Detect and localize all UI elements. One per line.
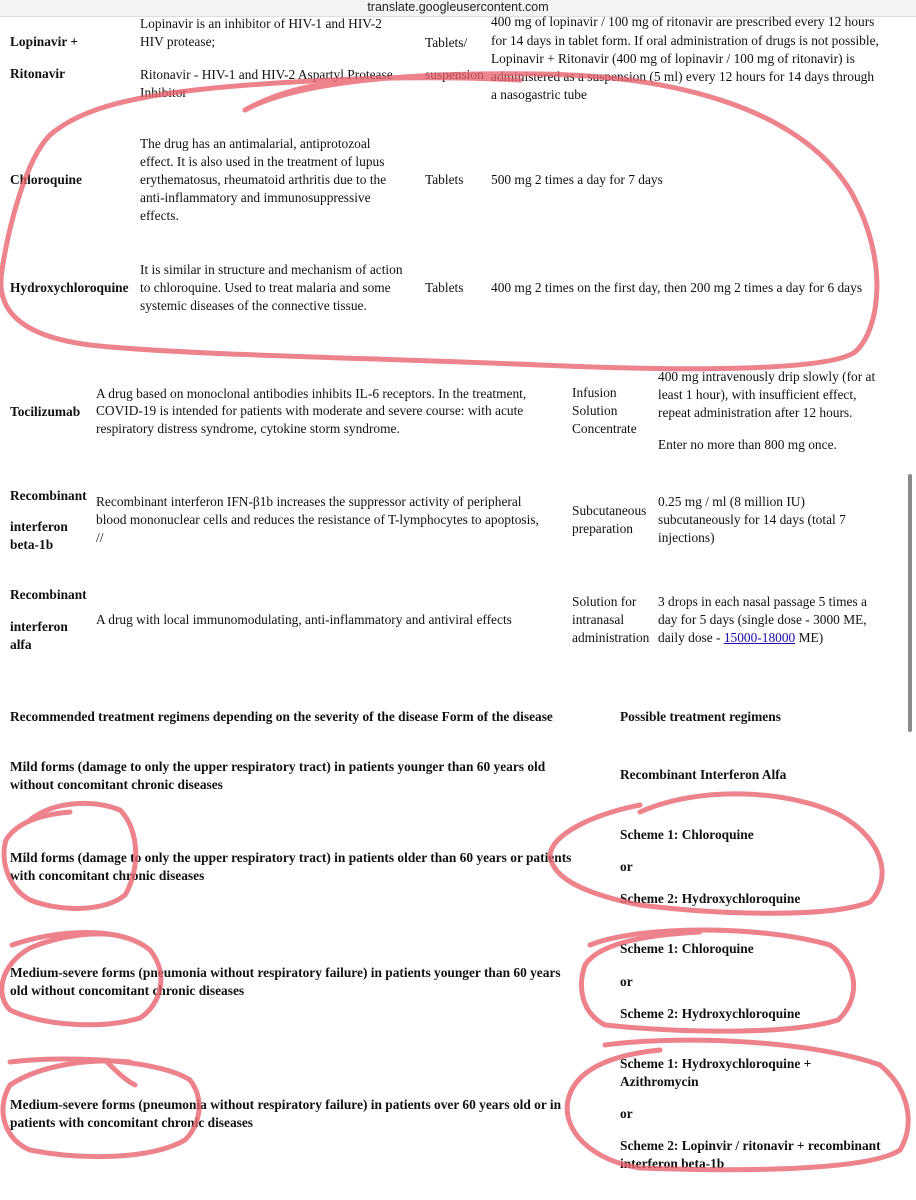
regimen-treatment: or <box>620 859 633 874</box>
regimen-condition: Mild forms (damage to only the upper respiratory tract) in patients younger than 60 years old <box>10 759 546 774</box>
drug-description: A drug based on monoclonal antibodies inhibits IL-6 receptors. In the treatment, <box>96 386 527 401</box>
regimen-treatment: Scheme 2: Hydroxychloroquine <box>620 891 801 906</box>
drug-dosage: 400 mg intravenously drip slowly (for at <box>658 369 876 384</box>
drug-description: blood mononuclear cells and reduces the resistance of T-lymphocytes to apoptosis, <box>96 512 539 527</box>
drug-description: It is similar in structure and mechanism of action <box>140 262 403 277</box>
regimen-condition: patients with concomitant chronic diseases <box>10 1115 254 1130</box>
drug-description: Lopinavir is an inhibitor of HIV-1 and HIV-2 <box>140 16 382 31</box>
drug-name: Chloroquine <box>10 172 82 187</box>
drug-description: Ritonavir - HIV-1 and HIV-2 Aspartyl Protease <box>140 67 393 82</box>
drug-dosage: day for 5 days (single dose - 3000 ME, <box>658 612 867 627</box>
drug-description: to chloroquine. Used to treat malaria and some <box>140 280 391 295</box>
regimen-condition: without concomitant chronic diseases <box>10 777 223 792</box>
drug-dosage-line <box>658 629 823 647</box>
regimen-header-right: Possible treatment regimens <box>620 709 781 724</box>
drug-form: Tablets/ <box>425 35 468 50</box>
drug-form: Tablets <box>425 280 464 295</box>
drug-dosage: injections) <box>658 530 715 545</box>
regimen-condition: Medium-severe forms (pneumonia without respiratory failure) in patients younger than 60 years <box>10 965 561 980</box>
drug-description: anti-inflammatory and immunosuppressive <box>140 190 371 205</box>
drug-dosage: daily dose - <box>658 630 721 645</box>
drug-dosage: for 14 days in tablet form. If oral administration of drugs is not possible, <box>491 33 879 48</box>
url-text: translate.googleusercontent.com <box>367 0 549 14</box>
regimen-treatment: Scheme 1: Hydroxychloroquine + <box>620 1056 812 1071</box>
drug-description: Recombinant interferon IFN-β1b increases the suppressor activity of peripheral <box>96 494 522 509</box>
regimen-treatment: or <box>620 974 633 989</box>
annotation-circle <box>1 74 877 369</box>
drug-form: Tablets <box>425 172 464 187</box>
drug-dosage: Enter no more than 800 mg once. <box>658 437 837 452</box>
drug-form: suspension <box>425 67 484 82</box>
regimen-condition: old without concomitant chronic diseases <box>10 983 245 998</box>
drug-dosage: 3 drops in each nasal passage 5 times a <box>658 594 867 609</box>
drug-form: Subcutaneous <box>572 503 647 518</box>
drug-dosage: a nasogastric tube <box>491 87 587 102</box>
drug-form: intranasal <box>572 612 625 627</box>
drug-description: // <box>96 530 104 545</box>
drug-dosage: Lopinavir + Ritonavir (400 mg of lopinavir / 100 mg of ritonavir) is <box>491 51 855 66</box>
drug-name: alfa <box>10 637 32 652</box>
regimen-treatment: Scheme 1: Chloroquine <box>620 827 754 842</box>
drug-name: Tocilizumab <box>10 404 81 419</box>
drug-description: systemic diseases of the connective tissue. <box>140 298 367 313</box>
dose-link[interactable]: 15000-18000 <box>723 630 796 645</box>
drug-description: respiratory distress syndrome, cytokine storm syndrome. <box>96 421 400 436</box>
drug-dosage: subcutaneously for 14 days (total 7 <box>658 512 846 527</box>
drug-description: effects. <box>140 208 179 223</box>
drug-dosage: 400 mg of lopinavir / 100 mg of ritonavir are prescribed every 12 hours <box>491 14 875 29</box>
regimen-condition: with concomitant chronic diseases <box>10 868 205 883</box>
drug-name: beta-1b <box>10 537 54 552</box>
drug-dosage: repeat administration after 12 hours. <box>658 405 853 420</box>
drug-description: HIV protease; <box>140 34 216 49</box>
regimen-treatment: interferon beta-1b <box>620 1156 725 1171</box>
drug-form: preparation <box>572 521 633 536</box>
regimen-treatment: or <box>620 1106 633 1121</box>
regimen-treatment: Scheme 1: Chloroquine <box>620 941 754 956</box>
drug-form: administration <box>572 630 650 645</box>
drug-name: interferon <box>10 619 68 634</box>
drug-dosage: 500 mg 2 times a day for 7 days <box>491 172 663 187</box>
drug-description: effect. It is also used in the treatment of lupus <box>140 154 385 169</box>
scrollbar-thumb[interactable] <box>908 474 912 732</box>
drug-description: COVID-19 is intended for patients with moderate and severe course: with acute <box>96 403 524 418</box>
drug-name: Hydroxychloroquine <box>10 280 129 295</box>
drug-description: erythematosus, rheumatoid arthritis due to the <box>140 172 387 187</box>
regimen-treatment: Azithromycin <box>620 1074 699 1089</box>
drug-dosage-suffix: ME) <box>795 630 824 645</box>
regimen-treatment: Scheme 2: Hydroxychloroquine <box>620 1006 801 1021</box>
regimen-header-left: Recommended treatment regimens depending on the severity of the disease Form of the disease <box>10 709 553 724</box>
drug-form: Solution for <box>572 594 637 609</box>
drug-name: Lopinavir + <box>10 34 79 49</box>
drug-dosage: administered as a suspension (5 ml) every 12 hours for 14 days through <box>491 69 875 84</box>
drug-name: Recombinant <box>10 488 87 503</box>
drug-description: Inhibitor <box>140 85 187 100</box>
drug-dosage: 0.25 mg / ml (8 million IU) <box>658 494 805 509</box>
annotation-circle <box>245 82 340 110</box>
drug-dosage: least 1 hour), with insufficient effect, <box>658 387 857 402</box>
drug-form: Infusion <box>572 385 617 400</box>
drug-form: Solution <box>572 403 618 418</box>
drug-form: Concentrate <box>572 421 637 436</box>
regimen-condition: Medium-severe forms (pneumonia without respiratory failure) in patients over 60 years old or in <box>10 1097 562 1112</box>
drug-name: interferon <box>10 519 68 534</box>
drug-description: A drug with local immunomodulating, anti-inflammatory and antiviral effects <box>96 612 512 627</box>
regimen-treatment: Recombinant Interferon Alfa <box>620 767 787 782</box>
regimen-condition: Mild forms (damage to only the upper respiratory tract) in patients older than 60 years or patients <box>10 850 572 865</box>
drug-name: Ritonavir <box>10 66 66 81</box>
regimen-treatment: Scheme 2: Lopinvir / ritonavir + recombinant <box>620 1138 881 1153</box>
drug-name: Recombinant <box>10 587 87 602</box>
annotation-circle <box>105 1060 135 1085</box>
drug-description: The drug has an antimalarial, antiprotozoal <box>140 136 371 151</box>
drug-dosage: 400 mg 2 times on the first day, then 200 mg 2 times a day for 6 days <box>491 280 863 295</box>
